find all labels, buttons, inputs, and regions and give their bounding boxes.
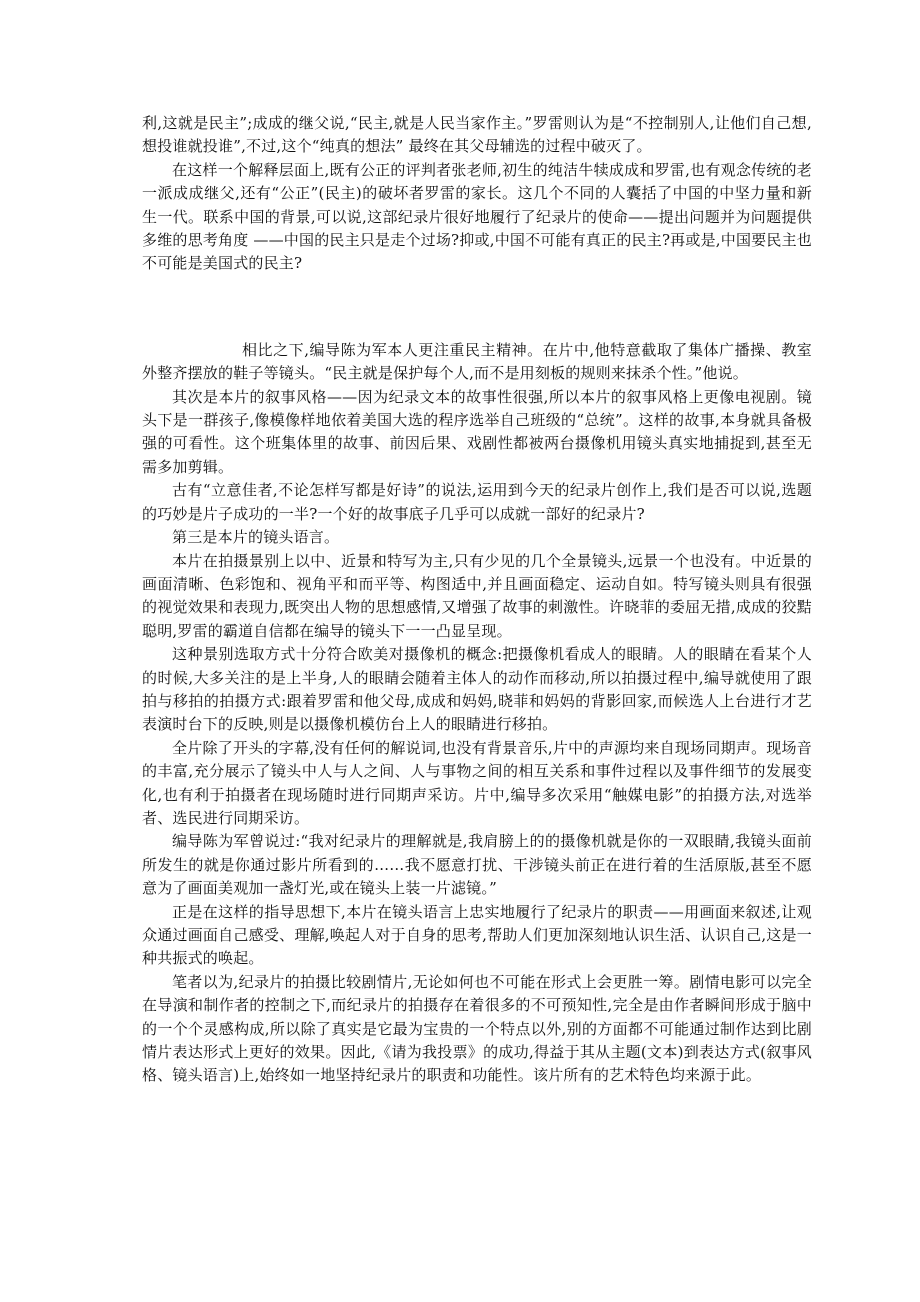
paragraph-director-quote: 编导陈为军曾说过:“我对纪录片的理解就是,我肩膀上的的摄像机就是你的一双眼睛,我镜头面前所发生的就是你通过影片所看到的……我不愿意打扰、干涉镜头前正在进行着的生活原版,甚至不愿意为了画面美观加一盏灯光,或在镜头上装一片滤镜。”: [142, 832, 812, 898]
paragraph-live-sound: 全片除了开头的字幕,没有任何的解说词,也没有背景音乐,片中的声源均来自现场同期声。现场音的丰富,充分展示了镜头中人与人之间、人与事物之间的相互关系和事件过程以及事件细节的发展变化,也有利于拍摄者在现场随时进行同期声采访。片中,编导多次采用“触媒电影”的拍摄方法,对选举者、选民进行同期采访。: [142, 738, 812, 827]
paragraph-democracy-definitions: 利,这就是民主”;成成的继父说,“民主,就是人民当家作主。”罗雷则认为是“不控制别人,让他们自己想,想投谁就投谁”,不过,这个“纯真的想法” 最终在其父母辅选的过程中破灭了。: [142, 114, 812, 156]
paragraph-narrative-style: 其次是本片的叙事风格——因为纪录文本的故事性很强,所以本片的叙事风格上更像电视剧。镜头下是一群孩子,像模像样地依着美国大选的程序选举自己班级的“总统”。这样的故事,本身就具备极强的可看性。这个班集体里的故事、前因后果、戏剧性都被两台摄像机用镜头真实地捕捉到,甚至无需多加剪辑。: [142, 387, 812, 476]
section-gap: [142, 276, 812, 339]
paragraph-documentary-duty: 正是在这样的指导思想下,本片在镜头语言上忠实地履行了纪录片的职责——用画面来叙述,让观众通过画面自己感受、理解,唤起人对于自身的思考,帮助人们更加深刻地认识生活、认识自己,这是一种共振式的唤起。: [142, 902, 812, 968]
paragraph-shot-sizes: 本片在拍摄景别上以中、近景和特写为主,只有少见的几个全景镜头,远景一个也没有。中近景的画面清晰、色彩饱和、视角平和而平等、构图适中,并且画面稳定、运动自如。特写镜头则具有很强的视觉效果和表现力,既突出人物的思想感情,又增强了故事的刺激性。许晓菲的委屈无措,成成的狡黠聪明,罗雷的霸道自信都在编导的镜头下一一凸显呈现。: [142, 551, 812, 640]
paragraph-camera-language-heading: 第三是本片的镜头语言。: [172, 528, 340, 547]
document-body: [142, 112, 812, 1088]
paragraph-director-spirit: 相比之下,编导陈为军本人更注重民主精神。在片中,他特意截取了集体广播操、教室外整齐摆放的鞋子等镜头。“民主就是保护每个人,而不是用刻板的规则来抹杀个性。”他说。: [142, 340, 812, 383]
paragraph-interpretation-level: 在这样一个解释层面上,既有公正的评判者张老师,初生的纯洁牛犊成成和罗雷,也有观念传统的老一派成成继父,还有“公正”(民主)的破坏者罗雷的家长。这几个不同的人囊括了中国的中坚力量和新生一代。联系中国的背景,可以说,这部纪录片很好地履行了纪录片的使命——提出问题并为问题提供多维的思考角度 ——中国的民主只是走个过场?抑或,中国不可能有真正的民主?再或是,中国要民主也不可能是美国式的民主?: [142, 160, 812, 273]
paragraph-topic-selection: 古有“立意佳者,不论怎样写都是好诗”的说法,运用到今天的纪录片创作上,我们是否可以说,选题的巧妙是片子成功的一半?一个好的故事底子几乎可以成就一部好的纪录片?: [142, 481, 812, 523]
paragraph-camera-as-eye: 这种景别选取方式十分符合欧美对摄像机的概念:把摄像机看成人的眼睛。人的眼睛在看某个人的时候,大多关注的是上半身,人的眼睛会随着主体人的动作而移动,所以拍摄过程中,编导就使用了跟拍与移拍的拍摄方式:跟着罗雷和他父母,成成和妈妈,晓菲和妈妈的背影回家,而候选人上台进行才艺表演时台下的反映,则是以摄像机模仿台上人的眼睛进行移拍。: [142, 645, 812, 734]
paragraph-conclusion: 笔者以为,纪录片的拍摄比较剧情片,无论如何也不可能在形式上会更胜一筹。剧情电影可以完全在导演和制作者的控制之下,而纪录片的拍摄存在着很多的不可预知性,完全是由作者瞬间形成于脑中的一个个灵感构成,所以除了真实是它最为宝贵的一个特点以外,别的方面都不可能通过制作达到比剧情片表达形式上更好的效果。因此,《请为我投票》的成功,得益于其从主题(文本)到表达方式(叙事风格、镜头语言)上,始终如一地坚持纪录片的职责和功能性。该片所有的艺术特色均来源于此。: [142, 972, 812, 1085]
